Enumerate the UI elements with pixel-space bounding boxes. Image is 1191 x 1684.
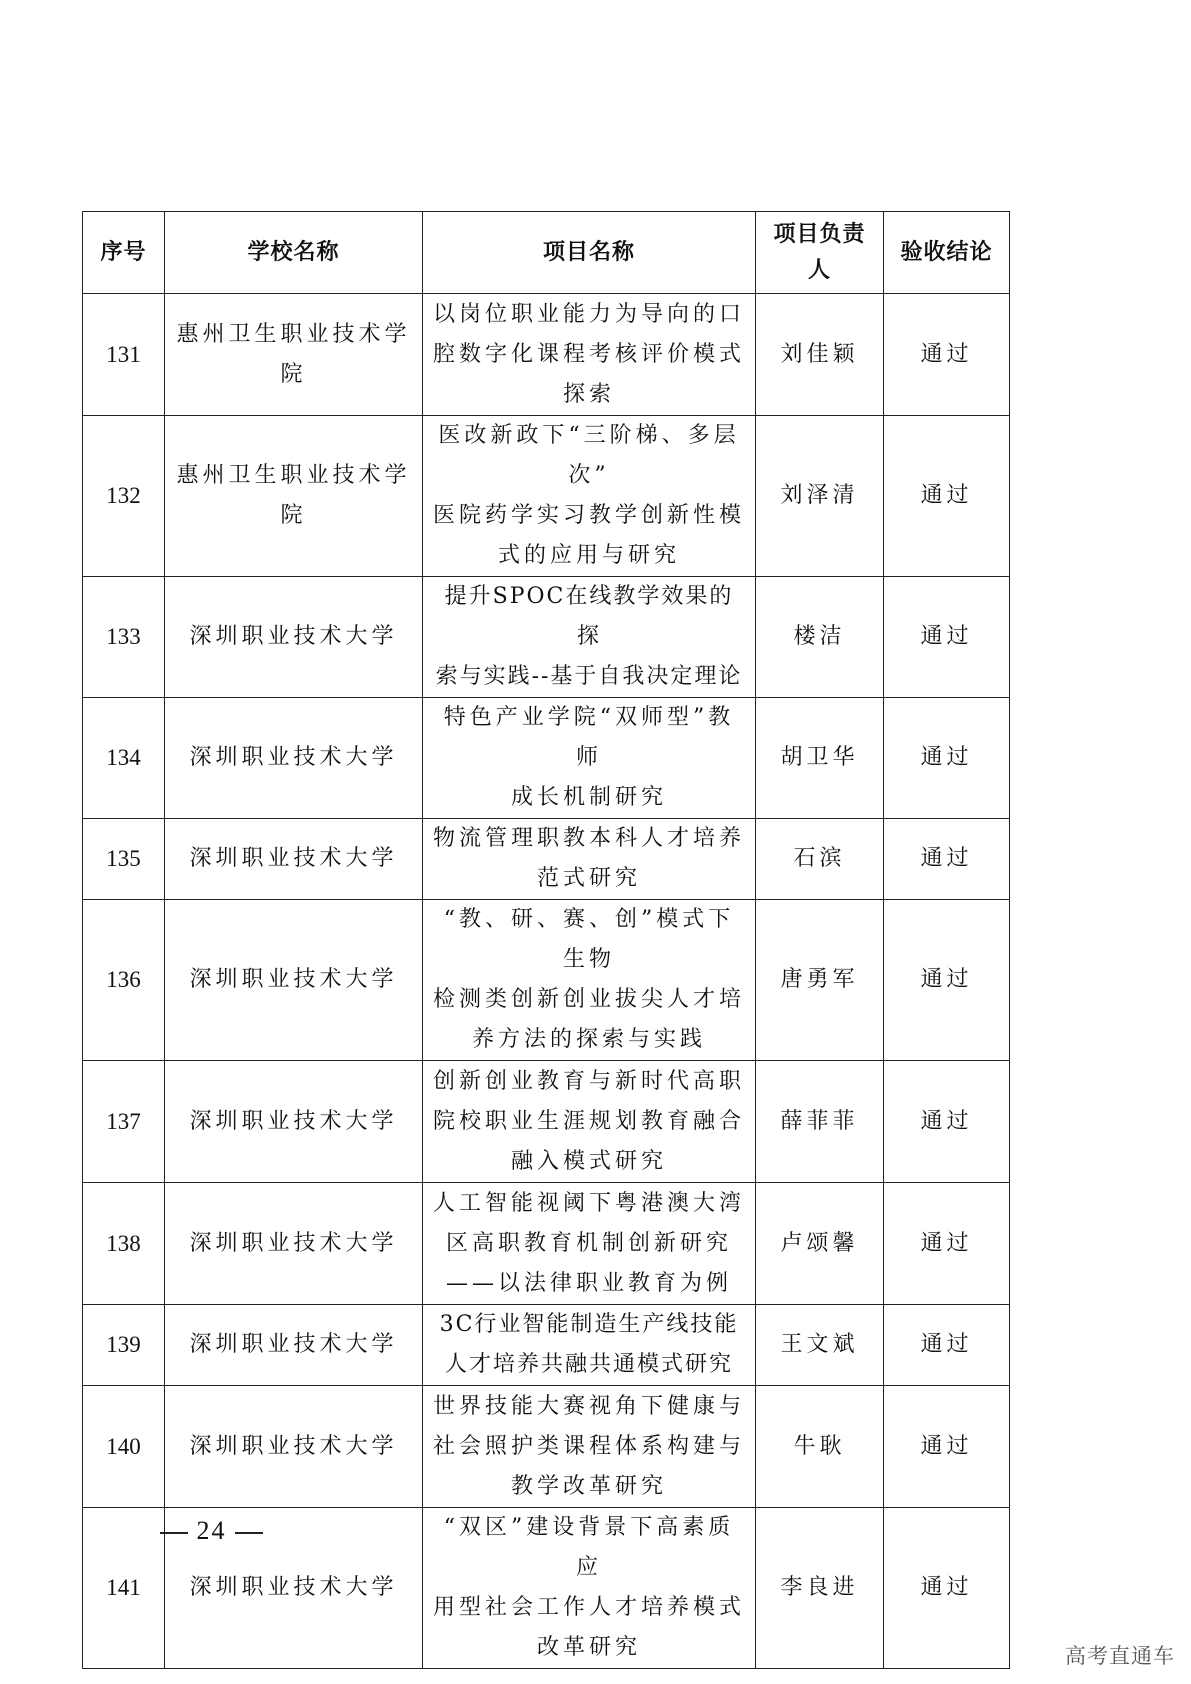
cell-result: 通过 <box>884 900 1010 1061</box>
cell-result: 通过 <box>884 1061 1010 1183</box>
cell-seq: 139 <box>83 1305 165 1386</box>
cell-school: 深圳职业技术大学 <box>165 577 423 698</box>
cell-leader: 王文斌 <box>756 1305 884 1386</box>
table-row <box>83 900 1010 1061</box>
cell-leader: 牛耿 <box>756 1386 884 1508</box>
cell-school: 深圳职业技术大学 <box>165 698 423 819</box>
footer-dash-left <box>160 1532 188 1534</box>
cell-school: 深圳职业技术大学 <box>165 1508 423 1669</box>
table-row <box>83 1386 1010 1508</box>
cell-seq: 138 <box>83 1183 165 1305</box>
cell-school: 惠州卫生职业技术学 院 <box>165 294 423 416</box>
cell-result: 通过 <box>884 698 1010 819</box>
cell-result: 通过 <box>884 416 1010 577</box>
header-row <box>83 212 1010 294</box>
table-row <box>83 698 1010 819</box>
cell-project: “双区”建设背景下高素质应 用型社会工作人才培养模式 改革研究 <box>423 1508 756 1669</box>
cell-school: 深圳职业技术大学 <box>165 1061 423 1183</box>
cell-project: 提升SPOC在线教学效果的探 索与实践--基于自我决定理论 <box>423 577 756 698</box>
cell-seq: 132 <box>83 416 165 577</box>
cell-leader: 石滨 <box>756 819 884 900</box>
footer-dash-right <box>235 1532 263 1534</box>
cell-school: 惠州卫生职业技术学 院 <box>165 416 423 577</box>
cell-project: 医改新政下“三阶梯、多层次” 医院药学实习教学创新性模 式的应用与研究 <box>423 416 756 577</box>
cell-project: 特色产业学院“双师型”教师 成长机制研究 <box>423 698 756 819</box>
header-school: 学校名称 <box>165 212 423 294</box>
cell-result: 通过 <box>884 1386 1010 1508</box>
watermark-text: 高考直通车 <box>1065 1644 1175 1668</box>
header-result: 验收结论 <box>884 212 1010 294</box>
cell-leader: 卢颂馨 <box>756 1183 884 1305</box>
cell-project: 创新创业教育与新时代高职 院校职业生涯规划教育融合 融入模式研究 <box>423 1061 756 1183</box>
cell-leader: 刘泽清 <box>756 416 884 577</box>
table-row <box>83 294 1010 416</box>
cell-result: 通过 <box>884 819 1010 900</box>
cell-result: 通过 <box>884 1508 1010 1669</box>
cell-seq: 141 <box>83 1508 165 1669</box>
cell-seq: 140 <box>83 1386 165 1508</box>
cell-project: 3C行业智能制造生产线技能 人才培养共融共通模式研究 <box>423 1305 756 1386</box>
cell-leader: 李良进 <box>756 1508 884 1669</box>
cell-leader: 楼洁 <box>756 577 884 698</box>
cell-seq: 134 <box>83 698 165 819</box>
table-row <box>83 1305 1010 1386</box>
cell-school: 深圳职业技术大学 <box>165 819 423 900</box>
cell-leader: 刘佳颖 <box>756 294 884 416</box>
table-body <box>83 294 1010 1669</box>
table-row <box>83 577 1010 698</box>
cell-project: 人工智能视阈下粤港澳大湾 区高职教育机制创新研究 ——以法律职业教育为例 <box>423 1183 756 1305</box>
cell-seq: 131 <box>83 294 165 416</box>
cell-leader: 薛菲菲 <box>756 1061 884 1183</box>
cell-school: 深圳职业技术大学 <box>165 1305 423 1386</box>
page-footer <box>160 1516 263 1546</box>
cell-project: “教、研、赛、创”模式下生物 检测类创新创业拔尖人才培 养方法的探索与实践 <box>423 900 756 1061</box>
cell-project: 以岗位职业能力为导向的口 腔数字化课程考核评价模式 探索 <box>423 294 756 416</box>
header-seq: 序号 <box>83 212 165 294</box>
table-row <box>83 1061 1010 1183</box>
cell-school: 深圳职业技术大学 <box>165 900 423 1061</box>
cell-result: 通过 <box>884 1183 1010 1305</box>
cell-seq: 133 <box>83 577 165 698</box>
header-project: 项目名称 <box>423 212 756 294</box>
cell-result: 通过 <box>884 577 1010 698</box>
cell-project: 世界技能大赛视角下健康与 社会照护类课程体系构建与 教学改革研究 <box>423 1386 756 1508</box>
table-row <box>83 416 1010 577</box>
cell-seq: 137 <box>83 1061 165 1183</box>
cell-school: 深圳职业技术大学 <box>165 1386 423 1508</box>
cell-result: 通过 <box>884 1305 1010 1386</box>
cell-seq: 136 <box>83 900 165 1061</box>
cell-seq: 135 <box>83 819 165 900</box>
cell-leader: 唐勇军 <box>756 900 884 1061</box>
results-table-container <box>82 211 1009 1669</box>
cell-result: 通过 <box>884 294 1010 416</box>
table-row <box>83 819 1010 900</box>
cell-project: 物流管理职教本科人才培养 范式研究 <box>423 819 756 900</box>
table-row <box>83 1183 1010 1305</box>
header-leader: 项目负责 人 <box>756 212 884 294</box>
cell-school: 深圳职业技术大学 <box>165 1183 423 1305</box>
results-table <box>82 211 1010 1669</box>
page-number: 24 <box>196 1516 227 1545</box>
cell-leader: 胡卫华 <box>756 698 884 819</box>
